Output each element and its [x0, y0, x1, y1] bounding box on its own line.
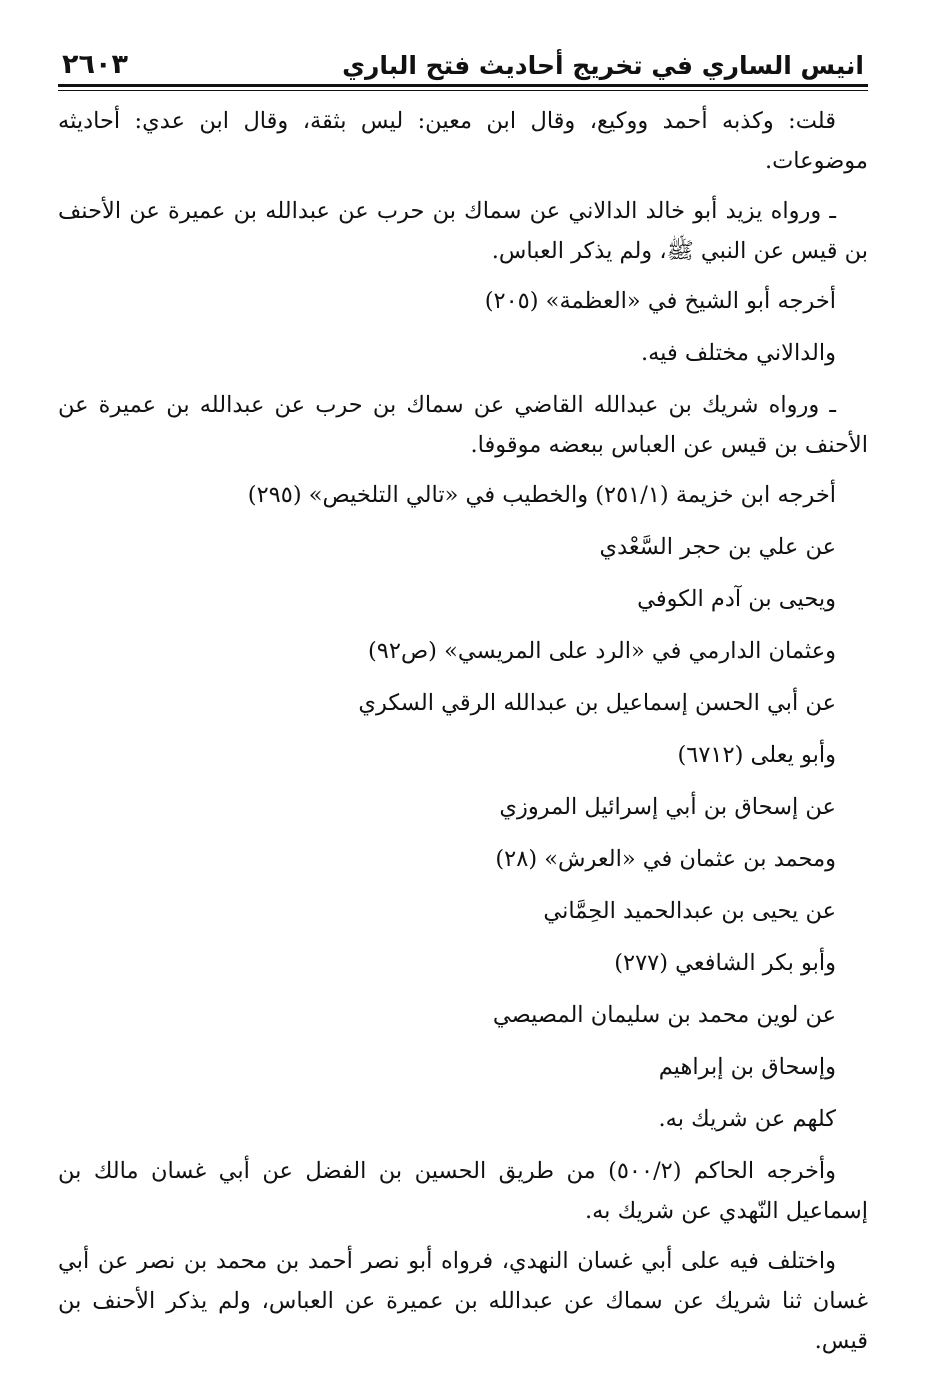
book-title: انيس الساري في تخريج أحاديث فتح الباري: [342, 51, 864, 80]
line-13: عن لوين محمد بن سليمان المصيصي: [492, 1002, 836, 1028]
paragraph-3: ـ ورواه شريك بن عبدالله القاضي عن سماك بن حرب عن عبدالله بن عميرة عن الأحنف بن قيس عن العباس ببعضه موقوفا.: [58, 392, 868, 458]
line-6: وعثمان الدارمي في «الرد على المريسي» (ص٩٢): [368, 638, 836, 664]
line-14: وإسحاق بن إبراهيم: [658, 1054, 836, 1080]
line-1: أخرجه أبو الشيخ في «العظمة» (٢٠٥): [484, 288, 836, 314]
line-8: وأبو يعلى (٦٧١٢): [677, 742, 836, 768]
page-number: ٢٦٠٣: [62, 49, 128, 80]
paragraph-4: وأخرجه الحاكم (٥٠٠/٢) من طريق الحسين بن الفضل عن أبي غسان مالك بن إسماعيل النّهدي عن شريك به.: [58, 1158, 868, 1224]
line-2: والدالاني مختلف فيه.: [640, 340, 836, 366]
paragraph-1: قلت: وكذبه أحمد ووكيع، وقال ابن معين: ليس بثقة، وقال ابن عدي: أحاديثه موضوعات.: [58, 108, 868, 174]
header-rule: [58, 84, 868, 91]
running-header: [58, 36, 868, 80]
line-9: عن إسحاق بن أبي إسرائيل المروزي: [499, 794, 836, 820]
line-7: عن أبي الحسن إسماعيل بن عبدالله الرقي السكري: [358, 690, 836, 716]
paragraph-5: واختلف فيه على أبي غسان النهدي، فرواه أبو نصر أحمد بن محمد بن نصر عن أبي غسان ثنا شريك عن سماك عن عبدالله بن عميرة عن العباس، ولم يذكر الأحنف بن قيس.: [58, 1248, 868, 1354]
line-3: أخرجه ابن خزيمة (٢٥١/١) والخطيب في «تالي التلخيص» (٢٩٥): [247, 482, 836, 508]
line-15: كلهم عن شريك به.: [658, 1106, 836, 1132]
paragraph-2: ـ ورواه يزيد أبو خالد الدالاني عن سماك بن حرب عن عبدالله بن عميرة عن الأحنف بن قيس عن النبي ﷺ، ولم يذكر العباس.: [58, 198, 868, 264]
line-5: ويحيى بن آدم الكوفي: [637, 586, 836, 612]
line-12: وأبو بكر الشافعي (٢٧٧): [614, 950, 836, 976]
line-10: ومحمد بن عثمان في «العرش» (٢٨): [495, 846, 836, 872]
line-11: عن يحيى بن عبدالحميد الحِمَّاني: [543, 898, 836, 924]
line-4: عن علي بن حجر السَّعْدي: [599, 534, 836, 560]
book-page: [58, 36, 868, 1371]
body-text: [58, 101, 868, 1361]
